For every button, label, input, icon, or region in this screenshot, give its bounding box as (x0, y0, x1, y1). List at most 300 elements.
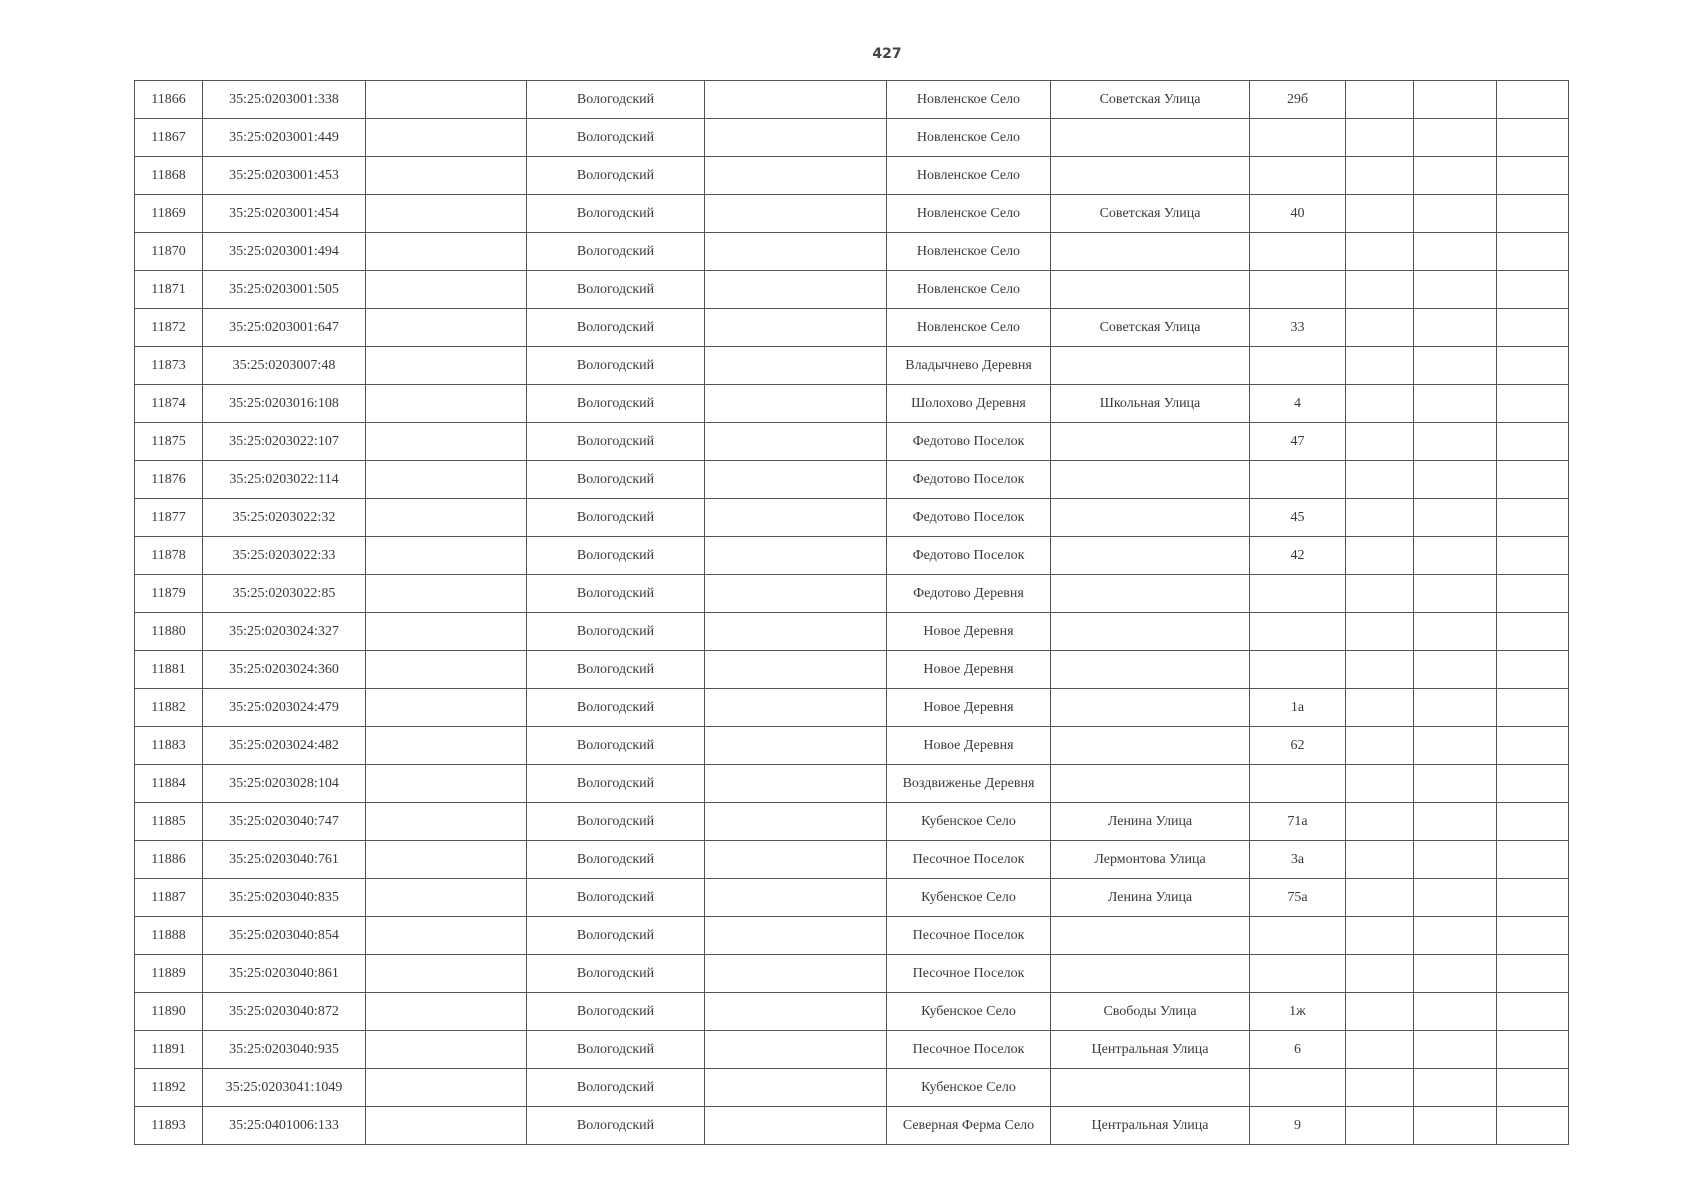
empty-cell (705, 119, 887, 157)
locality-cell: Новленское Село (887, 119, 1051, 157)
empty-cell (366, 347, 527, 385)
locality-cell: Федотово Поселок (887, 499, 1051, 537)
street-cell (1051, 689, 1250, 727)
empty-cell (705, 81, 887, 119)
empty-cell (1497, 423, 1569, 461)
cadastral-number-cell: 35:25:0203001:647 (203, 309, 366, 347)
table-row (135, 271, 1569, 309)
empty-cell (1497, 765, 1569, 803)
empty-cell (705, 233, 887, 271)
table-row (135, 689, 1569, 727)
district-cell: Вологодский (527, 461, 705, 499)
district-cell: Вологодский (527, 309, 705, 347)
empty-cell (705, 575, 887, 613)
cadastral-number-cell: 35:25:0203016:108 (203, 385, 366, 423)
table-row (135, 157, 1569, 195)
empty-cell (705, 727, 887, 765)
cadastral-number-cell: 35:25:0203001:338 (203, 81, 366, 119)
empty-cell (705, 195, 887, 233)
empty-cell (1497, 651, 1569, 689)
empty-cell (1414, 651, 1497, 689)
row-number-cell: 11866 (135, 81, 203, 119)
table-row (135, 651, 1569, 689)
empty-cell (1497, 1031, 1569, 1069)
house-number-cell: 62 (1250, 727, 1346, 765)
cadastral-number-cell: 35:25:0203040:872 (203, 993, 366, 1031)
house-number-cell (1250, 461, 1346, 499)
empty-cell (1414, 347, 1497, 385)
empty-cell (1414, 81, 1497, 119)
empty-cell (705, 157, 887, 195)
empty-cell (705, 271, 887, 309)
empty-cell (705, 765, 887, 803)
street-cell (1051, 347, 1250, 385)
house-number-cell (1250, 157, 1346, 195)
empty-cell (1497, 803, 1569, 841)
empty-cell (1414, 841, 1497, 879)
street-cell: Ленина Улица (1051, 879, 1250, 917)
row-number-cell: 11875 (135, 423, 203, 461)
empty-cell (1497, 81, 1569, 119)
empty-cell (1346, 613, 1414, 651)
house-number-cell: 1ж (1250, 993, 1346, 1031)
row-number-cell: 11877 (135, 499, 203, 537)
street-cell (1051, 613, 1250, 651)
cadastral-number-cell: 35:25:0203024:360 (203, 651, 366, 689)
row-number-cell: 11890 (135, 993, 203, 1031)
registry-table (134, 80, 1569, 1145)
locality-cell: Песочное Поселок (887, 841, 1051, 879)
empty-cell (705, 917, 887, 955)
row-number-cell: 11888 (135, 917, 203, 955)
table-row (135, 765, 1569, 803)
empty-cell (705, 1069, 887, 1107)
empty-cell (366, 765, 527, 803)
row-number-cell: 11885 (135, 803, 203, 841)
cadastral-number-cell: 35:25:0203001:454 (203, 195, 366, 233)
empty-cell (1346, 233, 1414, 271)
empty-cell (1346, 841, 1414, 879)
street-cell (1051, 157, 1250, 195)
street-cell: Свободы Улица (1051, 993, 1250, 1031)
district-cell: Вологодский (527, 157, 705, 195)
locality-cell: Песочное Поселок (887, 955, 1051, 993)
cadastral-number-cell: 35:25:0203040:761 (203, 841, 366, 879)
house-number-cell: 9 (1250, 1107, 1346, 1145)
empty-cell (1414, 499, 1497, 537)
row-number-cell: 11880 (135, 613, 203, 651)
row-number-cell: 11891 (135, 1031, 203, 1069)
empty-cell (1497, 613, 1569, 651)
empty-cell (366, 955, 527, 993)
empty-cell (1346, 537, 1414, 575)
empty-cell (1497, 537, 1569, 575)
locality-cell: Новленское Село (887, 271, 1051, 309)
empty-cell (1346, 385, 1414, 423)
table-row (135, 233, 1569, 271)
cadastral-number-cell: 35:25:0203040:854 (203, 917, 366, 955)
locality-cell: Новленское Село (887, 309, 1051, 347)
district-cell: Вологодский (527, 689, 705, 727)
empty-cell (1414, 309, 1497, 347)
row-number-cell: 11867 (135, 119, 203, 157)
house-number-cell (1250, 917, 1346, 955)
empty-cell (1346, 765, 1414, 803)
table-row (135, 461, 1569, 499)
street-cell: Советская Улица (1051, 195, 1250, 233)
street-cell (1051, 1069, 1250, 1107)
empty-cell (1346, 119, 1414, 157)
empty-cell (1497, 1107, 1569, 1145)
street-cell (1051, 575, 1250, 613)
cadastral-number-cell: 35:25:0203001:453 (203, 157, 366, 195)
table-row (135, 1031, 1569, 1069)
table-row (135, 499, 1569, 537)
locality-cell: Песочное Поселок (887, 917, 1051, 955)
empty-cell (1414, 613, 1497, 651)
row-number-cell: 11883 (135, 727, 203, 765)
house-number-cell: 3а (1250, 841, 1346, 879)
empty-cell (1346, 461, 1414, 499)
street-cell: Центральная Улица (1051, 1031, 1250, 1069)
empty-cell (1414, 157, 1497, 195)
row-number-cell: 11874 (135, 385, 203, 423)
empty-cell (366, 157, 527, 195)
empty-cell (366, 537, 527, 575)
district-cell: Вологодский (527, 423, 705, 461)
district-cell: Вологодский (527, 81, 705, 119)
cadastral-number-cell: 35:25:0203041:1049 (203, 1069, 366, 1107)
cadastral-number-cell: 35:25:0203001:505 (203, 271, 366, 309)
house-number-cell: 6 (1250, 1031, 1346, 1069)
locality-cell: Воздвиженье Деревня (887, 765, 1051, 803)
house-number-cell: 75а (1250, 879, 1346, 917)
house-number-cell: 47 (1250, 423, 1346, 461)
empty-cell (1346, 195, 1414, 233)
street-cell (1051, 271, 1250, 309)
empty-cell (366, 575, 527, 613)
cadastral-number-cell: 35:25:0203001:494 (203, 233, 366, 271)
empty-cell (366, 841, 527, 879)
empty-cell (366, 1031, 527, 1069)
house-number-cell: 29б (1250, 81, 1346, 119)
table-row (135, 309, 1569, 347)
row-number-cell: 11882 (135, 689, 203, 727)
district-cell: Вологодский (527, 651, 705, 689)
table-row (135, 195, 1569, 233)
empty-cell (1497, 727, 1569, 765)
empty-cell (1346, 955, 1414, 993)
empty-cell (1414, 233, 1497, 271)
empty-cell (705, 1107, 887, 1145)
street-cell (1051, 765, 1250, 803)
street-cell (1051, 461, 1250, 499)
empty-cell (1414, 689, 1497, 727)
empty-cell (1497, 917, 1569, 955)
empty-cell (1414, 1031, 1497, 1069)
cadastral-number-cell: 35:25:0203022:33 (203, 537, 366, 575)
empty-cell (366, 233, 527, 271)
district-cell: Вологодский (527, 233, 705, 271)
locality-cell: Новленское Село (887, 233, 1051, 271)
house-number-cell: 33 (1250, 309, 1346, 347)
locality-cell: Новленское Село (887, 157, 1051, 195)
row-number-cell: 11889 (135, 955, 203, 993)
street-cell: Центральная Улица (1051, 1107, 1250, 1145)
cadastral-number-cell: 35:25:0203007:48 (203, 347, 366, 385)
street-cell (1051, 119, 1250, 157)
empty-cell (1414, 385, 1497, 423)
locality-cell: Федотово Поселок (887, 537, 1051, 575)
locality-cell: Новленское Село (887, 195, 1051, 233)
empty-cell (1414, 727, 1497, 765)
row-number-cell: 11876 (135, 461, 203, 499)
empty-cell (705, 651, 887, 689)
empty-cell (366, 195, 527, 233)
empty-cell (366, 613, 527, 651)
house-number-cell (1250, 613, 1346, 651)
empty-cell (1414, 537, 1497, 575)
row-number-cell: 11873 (135, 347, 203, 385)
empty-cell (1346, 81, 1414, 119)
table-row (135, 537, 1569, 575)
cadastral-number-cell: 35:25:0203022:32 (203, 499, 366, 537)
empty-cell (1346, 271, 1414, 309)
street-cell (1051, 651, 1250, 689)
row-number-cell: 11881 (135, 651, 203, 689)
district-cell: Вологодский (527, 803, 705, 841)
empty-cell (705, 461, 887, 499)
empty-cell (1414, 195, 1497, 233)
house-number-cell (1250, 1069, 1346, 1107)
empty-cell (1414, 461, 1497, 499)
district-cell: Вологодский (527, 271, 705, 309)
empty-cell (705, 347, 887, 385)
cadastral-number-cell: 35:25:0203040:835 (203, 879, 366, 917)
empty-cell (1497, 347, 1569, 385)
district-cell: Вологодский (527, 993, 705, 1031)
cadastral-number-cell: 35:25:0203040:747 (203, 803, 366, 841)
street-cell (1051, 537, 1250, 575)
district-cell: Вологодский (527, 1069, 705, 1107)
cadastral-number-cell: 35:25:0203022:107 (203, 423, 366, 461)
empty-cell (366, 423, 527, 461)
district-cell: Вологодский (527, 575, 705, 613)
house-number-cell (1250, 955, 1346, 993)
row-number-cell: 11879 (135, 575, 203, 613)
empty-cell (1497, 157, 1569, 195)
empty-cell (366, 879, 527, 917)
locality-cell: Новленское Село (887, 81, 1051, 119)
empty-cell (1497, 575, 1569, 613)
cadastral-number-cell: 35:25:0203022:85 (203, 575, 366, 613)
district-cell: Вологодский (527, 879, 705, 917)
empty-cell (1346, 803, 1414, 841)
row-number-cell: 11868 (135, 157, 203, 195)
table-row (135, 119, 1569, 157)
cadastral-number-cell: 35:25:0203001:449 (203, 119, 366, 157)
table-row (135, 347, 1569, 385)
street-cell: Советская Улица (1051, 309, 1250, 347)
empty-cell (366, 993, 527, 1031)
registry-table-body (135, 81, 1569, 1145)
row-number-cell: 11884 (135, 765, 203, 803)
empty-cell (366, 461, 527, 499)
empty-cell (366, 81, 527, 119)
empty-cell (366, 499, 527, 537)
cadastral-number-cell: 35:25:0203024:479 (203, 689, 366, 727)
empty-cell (1497, 233, 1569, 271)
street-cell (1051, 727, 1250, 765)
empty-cell (1346, 1069, 1414, 1107)
table-row (135, 1069, 1569, 1107)
locality-cell: Новое Деревня (887, 727, 1051, 765)
empty-cell (1497, 993, 1569, 1031)
table-row (135, 1107, 1569, 1145)
empty-cell (1497, 955, 1569, 993)
empty-cell (1346, 1107, 1414, 1145)
cadastral-number-cell: 35:25:0203024:327 (203, 613, 366, 651)
house-number-cell (1250, 347, 1346, 385)
empty-cell (705, 385, 887, 423)
locality-cell: Федотово Поселок (887, 423, 1051, 461)
empty-cell (1497, 385, 1569, 423)
street-cell (1051, 499, 1250, 537)
empty-cell (1346, 347, 1414, 385)
cadastral-number-cell: 35:25:0203028:104 (203, 765, 366, 803)
row-number-cell: 11870 (135, 233, 203, 271)
house-number-cell (1250, 575, 1346, 613)
house-number-cell: 42 (1250, 537, 1346, 575)
empty-cell (705, 537, 887, 575)
empty-cell (1414, 1069, 1497, 1107)
empty-cell (366, 803, 527, 841)
street-cell (1051, 233, 1250, 271)
house-number-cell: 1а (1250, 689, 1346, 727)
empty-cell (705, 841, 887, 879)
table-row (135, 803, 1569, 841)
row-number-cell: 11878 (135, 537, 203, 575)
empty-cell (1497, 879, 1569, 917)
district-cell: Вологодский (527, 537, 705, 575)
locality-cell: Кубенское Село (887, 803, 1051, 841)
empty-cell (705, 423, 887, 461)
empty-cell (1346, 499, 1414, 537)
empty-cell (1346, 917, 1414, 955)
table-row (135, 841, 1569, 879)
empty-cell (705, 613, 887, 651)
empty-cell (1346, 1031, 1414, 1069)
empty-cell (1346, 879, 1414, 917)
locality-cell: Новое Деревня (887, 651, 1051, 689)
street-cell: Советская Улица (1051, 81, 1250, 119)
table-row (135, 423, 1569, 461)
empty-cell (1414, 917, 1497, 955)
house-number-cell (1250, 651, 1346, 689)
empty-cell (366, 385, 527, 423)
empty-cell (705, 689, 887, 727)
district-cell: Вологодский (527, 841, 705, 879)
empty-cell (1497, 1069, 1569, 1107)
street-cell: Школьная Улица (1051, 385, 1250, 423)
street-cell: Ленина Улица (1051, 803, 1250, 841)
cadastral-number-cell: 35:25:0203040:935 (203, 1031, 366, 1069)
empty-cell (705, 803, 887, 841)
table-row (135, 81, 1569, 119)
empty-cell (1346, 689, 1414, 727)
empty-cell (1414, 271, 1497, 309)
empty-cell (705, 309, 887, 347)
empty-cell (705, 993, 887, 1031)
street-cell: Лермонтова Улица (1051, 841, 1250, 879)
empty-cell (366, 1107, 527, 1145)
row-number-cell: 11893 (135, 1107, 203, 1145)
page-number: 427 (872, 46, 902, 62)
empty-cell (1497, 119, 1569, 157)
locality-cell: Кубенское Село (887, 1069, 1051, 1107)
row-number-cell: 11872 (135, 309, 203, 347)
house-number-cell (1250, 271, 1346, 309)
table-row (135, 385, 1569, 423)
district-cell: Вологодский (527, 917, 705, 955)
empty-cell (1414, 575, 1497, 613)
house-number-cell: 45 (1250, 499, 1346, 537)
row-number-cell: 11892 (135, 1069, 203, 1107)
house-number-cell: 71а (1250, 803, 1346, 841)
locality-cell: Новое Деревня (887, 613, 1051, 651)
row-number-cell: 11869 (135, 195, 203, 233)
district-cell: Вологодский (527, 1107, 705, 1145)
locality-cell: Шолохово Деревня (887, 385, 1051, 423)
row-number-cell: 11887 (135, 879, 203, 917)
empty-cell (1497, 499, 1569, 537)
empty-cell (366, 651, 527, 689)
empty-cell (1414, 1107, 1497, 1145)
empty-cell (1497, 689, 1569, 727)
district-cell: Вологодский (527, 1031, 705, 1069)
district-cell: Вологодский (527, 765, 705, 803)
street-cell (1051, 955, 1250, 993)
table-row (135, 993, 1569, 1031)
locality-cell: Кубенское Село (887, 879, 1051, 917)
table-row (135, 917, 1569, 955)
district-cell: Вологодский (527, 195, 705, 233)
house-number-cell (1250, 119, 1346, 157)
street-cell (1051, 423, 1250, 461)
empty-cell (1414, 993, 1497, 1031)
locality-cell: Федотово Деревня (887, 575, 1051, 613)
street-cell (1051, 917, 1250, 955)
empty-cell (1346, 993, 1414, 1031)
empty-cell (366, 727, 527, 765)
empty-cell (1346, 575, 1414, 613)
empty-cell (1414, 765, 1497, 803)
table-row (135, 727, 1569, 765)
house-number-cell (1250, 233, 1346, 271)
locality-cell: Владычнево Деревня (887, 347, 1051, 385)
empty-cell (366, 309, 527, 347)
empty-cell (1414, 879, 1497, 917)
row-number-cell: 11886 (135, 841, 203, 879)
empty-cell (705, 879, 887, 917)
empty-cell (366, 689, 527, 727)
table-row (135, 613, 1569, 651)
empty-cell (1414, 803, 1497, 841)
district-cell: Вологодский (527, 613, 705, 651)
empty-cell (1346, 309, 1414, 347)
locality-cell: Новое Деревня (887, 689, 1051, 727)
empty-cell (1497, 461, 1569, 499)
